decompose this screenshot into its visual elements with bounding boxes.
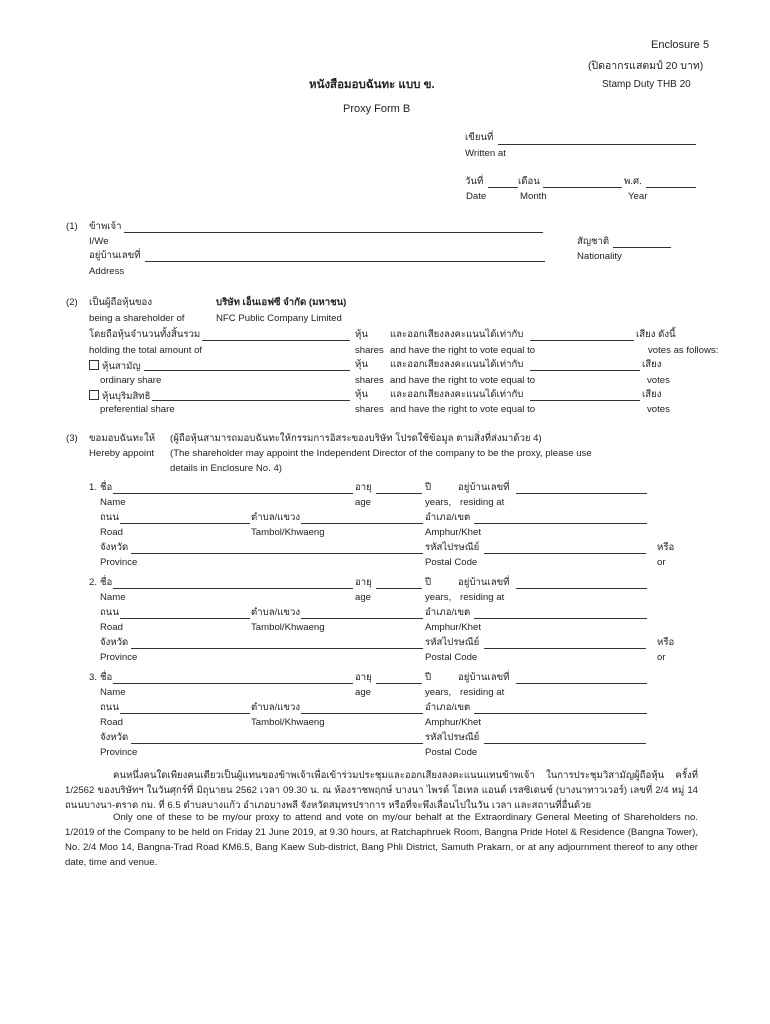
proxy-1-number: 1. bbox=[89, 482, 98, 493]
proxy-1-tambol-field[interactable] bbox=[301, 523, 423, 524]
preferential-share-label-thai: หุ้นบุริมสิทธิ bbox=[102, 391, 151, 402]
proxy-3-name-label-thai: ชื่อ bbox=[100, 672, 113, 683]
proxy-2-or-label-thai: หรือ bbox=[657, 637, 675, 648]
address-label-en: Address bbox=[89, 266, 125, 277]
total-votes-field[interactable] bbox=[530, 340, 634, 341]
vote-right-label-thai: และออกเสียงลงคะแนนได้เท่ากับ bbox=[390, 359, 524, 370]
proxy-2-province-field[interactable] bbox=[131, 648, 423, 649]
authorization-paragraph-en: Only one of these to be my/our proxy to attend and vote on my/our behalf at the Extraordinary General Meeting of Shareholders no. 1/2019 of the Company to be held on Friday 21 June 2019, at 9.30 hours, at Ratchaphruek Room, Bangna Pride Hotel & Residence (Bangna Tower), No. 2/4 Moo 14, Bangna-Trad Road KM6.5, Bang Kaew Sub-district, Bang Phli District, Samuth Prakarn, or at any adjournment thereof to any other date, time and venue. bbox=[65, 812, 698, 868]
proxy-2-or-label-en: or bbox=[657, 652, 666, 663]
shareholder-label-en: being a shareholder of bbox=[89, 313, 185, 324]
ordinary-share-label-en: ordinary share bbox=[100, 375, 162, 386]
year-label-thai: พ.ศ. bbox=[624, 176, 642, 187]
proxy-1-road-label-en: Road bbox=[100, 527, 123, 538]
appoint-note-en-line2: details in Enclosure No. 4) bbox=[170, 463, 282, 474]
proxy-1-tambol-label-thai: ตำบล/แขวง bbox=[251, 512, 301, 523]
address-label-thai: อยู่บ้านเลขที่ bbox=[89, 250, 141, 261]
company-name-thai: บริษัท เอ็นเอฟซี จำกัด (มหาชน) bbox=[216, 297, 347, 308]
proxy-2-province-label-en: Province bbox=[100, 652, 138, 663]
proxy-2-amphur-label-en: Amphur/Khet bbox=[425, 622, 481, 633]
shares-label-en: shares bbox=[355, 404, 384, 415]
form-title-en: Proxy Form B bbox=[343, 103, 411, 115]
votes-label-en: votes bbox=[647, 375, 670, 386]
written-at-label-en: Written at bbox=[465, 148, 506, 159]
year-label-en: Year bbox=[628, 191, 648, 202]
proxy-1-age-field[interactable] bbox=[376, 493, 422, 494]
appoint-label-en: Hereby appoint bbox=[89, 448, 155, 459]
proxy-1-road-label-thai: ถนน bbox=[100, 512, 119, 523]
preferential-share-option[interactable] bbox=[89, 390, 150, 402]
preferential-share-label-en: preferential share bbox=[100, 404, 175, 415]
form-title-thai: หนังสือมอบฉันทะ แบบ ข. bbox=[309, 79, 435, 91]
date-label-thai: วันที่ bbox=[465, 176, 484, 187]
appoint-label-thai: ขอมอบฉันทะให้ bbox=[89, 433, 156, 444]
address-field[interactable] bbox=[145, 261, 545, 262]
proxy-2-postal-label-thai: รหัสไปรษณีย์ bbox=[425, 637, 480, 648]
votes-as-follows-thai: เสียง ดังนี้ bbox=[636, 329, 676, 340]
proxy-1-postal-label-en: Postal Code bbox=[425, 557, 478, 568]
date-year-field[interactable] bbox=[646, 187, 696, 188]
proxy-1-age-label-en: age bbox=[355, 497, 372, 508]
proxy-2-number: 2. bbox=[89, 577, 98, 588]
proxy-3-years-label-thai: ปี bbox=[425, 672, 432, 683]
proxy-1-residence-field[interactable] bbox=[516, 493, 647, 494]
section-2-number: (2) bbox=[66, 297, 78, 308]
appoint-note-en-line1: (The shareholder may appoint the Independent Director of the company to be the proxy, please use bbox=[170, 448, 592, 459]
proxy-1-years-label-thai: ปี bbox=[425, 482, 432, 493]
enclosure-label: Enclosure 5 bbox=[651, 39, 710, 51]
month-label-thai: เดือน bbox=[518, 176, 540, 187]
ordinary-votes-field[interactable] bbox=[530, 370, 640, 371]
proxy-3-name-field[interactable] bbox=[113, 683, 353, 684]
proxy-2-name-label-thai: ชื่อ bbox=[100, 577, 113, 588]
proxy-3-age-label-en: age bbox=[355, 687, 372, 698]
proxy-2-residence-label-en: residing at bbox=[460, 592, 505, 603]
proxy-2-province-label-thai: จังหวัด bbox=[100, 637, 129, 648]
proxy-2-years-label-en: years, bbox=[425, 592, 452, 603]
proxy-1-province-label-thai: จังหวัด bbox=[100, 542, 129, 553]
written-at-label-thai: เขียนที่ bbox=[465, 132, 494, 143]
proxy-3-amphur-label-thai: อำเภอ/เขต bbox=[425, 702, 471, 713]
vote-right-label-thai: และออกเสียงลงคะแนนได้เท่ากับ bbox=[390, 329, 524, 340]
shares-label-en: shares bbox=[355, 345, 384, 356]
ordinary-share-label-thai: หุ้นสามัญ bbox=[102, 361, 141, 372]
proxy-3-road-field[interactable] bbox=[120, 713, 250, 714]
proxy-3-number: 3. bbox=[89, 672, 98, 683]
proxy-1-name-label-en: Name bbox=[100, 497, 126, 508]
proxy-3-residence-label-en: residing at bbox=[460, 687, 505, 698]
proxy-3-road-label-en: Road bbox=[100, 717, 123, 728]
appoint-note-thai: (ผู้ถือหุ้นสามารถมอบฉันทะให้กรรมการอิสระของบริษัท โปรดใช้ข้อมูล ตามสิ่งที่ส่งมาด้วย 4) bbox=[170, 433, 542, 444]
stamp-duty-en: Stamp Duty THB 20 bbox=[602, 79, 691, 90]
proxy-2-residence-label-thai: อยู่บ้านเลขที่ bbox=[458, 577, 510, 588]
iwe-label-thai: ข้าพเจ้า bbox=[89, 221, 122, 232]
proxy-2-road-label-thai: ถนน bbox=[100, 607, 119, 618]
proxy-3-tambol-field[interactable] bbox=[301, 713, 423, 714]
proxy-1-amphur-label-en: Amphur/Khet bbox=[425, 527, 481, 538]
stamp-duty-thai: (ปิดอากรแสตมป์ 20 บาท) bbox=[588, 60, 704, 72]
shares-label-thai: หุ้น bbox=[355, 329, 368, 340]
proxy-3-years-label-en: years, bbox=[425, 687, 452, 698]
proxy-1-amphur-field[interactable] bbox=[474, 523, 647, 524]
vote-right-label-en: and have the right to vote equal to bbox=[390, 404, 536, 415]
proxy-1-name-label-thai: ชื่อ bbox=[100, 482, 113, 493]
proxy-3-age-label-thai: อายุ bbox=[355, 672, 372, 683]
shares-label-en: shares bbox=[355, 375, 384, 386]
proxy-2-tambol-label-thai: ตำบล/แขวง bbox=[251, 607, 301, 618]
section-3-number: (3) bbox=[66, 433, 78, 444]
proxy-3-postal-label-en: Postal Code bbox=[425, 747, 478, 758]
proxy-2-years-label-thai: ปี bbox=[425, 577, 432, 588]
votes-label-thai: เสียง bbox=[642, 359, 662, 370]
proxy-1-tambol-label-en: Tambol/Khwaeng bbox=[251, 527, 325, 538]
proxy-1-or-label-thai: หรือ bbox=[657, 542, 675, 553]
nationality-field[interactable] bbox=[613, 247, 671, 248]
proxy-3-province-label-en: Province bbox=[100, 747, 138, 758]
proxy-1-name-field[interactable] bbox=[113, 493, 353, 494]
proxy-2-name-label-en: Name bbox=[100, 592, 126, 603]
proxy-3-amphur-field[interactable] bbox=[474, 713, 647, 714]
proxy-2-tambol-field[interactable] bbox=[301, 618, 423, 619]
proxy-3-name-label-en: Name bbox=[100, 687, 126, 698]
shares-label-thai: หุ้น bbox=[355, 389, 368, 400]
proxy-2-postal-label-en: Postal Code bbox=[425, 652, 478, 663]
ordinary-share-option[interactable] bbox=[89, 360, 141, 372]
proxy-2-road-field[interactable] bbox=[120, 618, 250, 619]
proxy-1-postal-field[interactable] bbox=[484, 553, 646, 554]
iwe-label-en: I/We bbox=[89, 236, 109, 247]
proxy-2-amphur-label-thai: อำเภอ/เขต bbox=[425, 607, 471, 618]
ordinary-shares-field[interactable] bbox=[144, 370, 350, 371]
shareholder-label-thai: เป็นผู้ถือหุ้นของ bbox=[89, 297, 153, 308]
total-shares-label-en: holding the total amount of bbox=[89, 345, 203, 356]
proxy-3-province-label-thai: จังหวัด bbox=[100, 732, 129, 743]
proxy-1-province-field[interactable] bbox=[131, 553, 423, 554]
date-day-field[interactable] bbox=[488, 187, 518, 188]
votes-label-en: votes bbox=[647, 404, 670, 415]
proxy-1-age-label-thai: อายุ bbox=[355, 482, 372, 493]
nationality-label-thai: สัญชาติ bbox=[577, 236, 610, 247]
total-shares-label-thai: โดยถือหุ้นจำนวนทั้งสิ้นรวม bbox=[89, 329, 201, 340]
authorization-paragraph-thai: คนหนึ่งคนใดเพียงคนเดียวเป็นผู้แทนของข้าพเจ้าเพื่อเข้าร่วมประชุมและออกเสียงลงคะแนนแทนข้าพเจ้า ในการประชุมวิสามัญผู้ถือหุ้น ครั้งที่ 1/2562 ของบริษัทฯ ในวันศุกร์ที่ มิถุนายน 2562 เวลา 09.30 น. ณ ห้องราชพฤกษ์ บางนา ไพรด์ โฮเทล แอนด์ เรสซิเดนซ์ (บางนาทาวเวอร์) เลขที่ 2/4 หมู่ 14 ถนนบางนา-ตราด กม. ที่ 6.5 ตำบลบางแก้ว อำเภอบางพลี จังหวัดสมุทรปราการ หรือที่จะพึงเลื่อนไปในวัน เวลา และสถานที่อื่นด้วย bbox=[65, 770, 698, 811]
proxy-1-years-label-en: years, bbox=[425, 497, 452, 508]
proxy-2-postal-field[interactable] bbox=[484, 648, 646, 649]
votes-as-follows-en: votes as follows: bbox=[648, 345, 719, 356]
proxy-3-postal-label-thai: รหัสไปรษณีย์ bbox=[425, 732, 480, 743]
proxy-1-residence-label-thai: อยู่บ้านเลขที่ bbox=[458, 482, 510, 493]
ordinary-share-checkbox[interactable] bbox=[89, 360, 99, 370]
proxy-2-tambol-label-en: Tambol/Khwaeng bbox=[251, 622, 325, 633]
company-name-en: NFC Public Company Limited bbox=[216, 313, 342, 324]
proxy-1-postal-label-thai: รหัสไปรษณีย์ bbox=[425, 542, 480, 553]
preferential-votes-field[interactable] bbox=[530, 400, 640, 401]
proxy-1-or-label-en: or bbox=[657, 557, 666, 568]
vote-right-label-en: and have the right to vote equal to bbox=[390, 375, 536, 386]
proxy-3-road-label-thai: ถนน bbox=[100, 702, 119, 713]
proxy-3-residence-field[interactable] bbox=[516, 683, 647, 684]
proxy-2-road-label-en: Road bbox=[100, 622, 123, 633]
preferential-share-checkbox[interactable] bbox=[89, 390, 99, 400]
proxy-3-tambol-label-en: Tambol/Khwaeng bbox=[251, 717, 325, 728]
nationality-label-en: Nationality bbox=[577, 251, 622, 262]
proxy-1-road-field[interactable] bbox=[120, 523, 250, 524]
proxy-2-name-field[interactable] bbox=[113, 588, 353, 589]
proxy-2-age-label-thai: อายุ bbox=[355, 577, 372, 588]
proxy-3-province-field[interactable] bbox=[131, 743, 423, 744]
proxy-2-residence-field[interactable] bbox=[516, 588, 647, 589]
written-at-field[interactable] bbox=[498, 144, 696, 145]
proxy-3-residence-label-thai: อยู่บ้านเลขที่ bbox=[458, 672, 510, 683]
section-1-number: (1) bbox=[66, 221, 78, 232]
proxy-1-province-label-en: Province bbox=[100, 557, 138, 568]
proxy-1-residence-label-en: residing at bbox=[460, 497, 505, 508]
preferential-shares-field[interactable] bbox=[152, 400, 350, 401]
month-label-en: Month bbox=[520, 191, 547, 202]
proxy-2-amphur-field[interactable] bbox=[474, 618, 647, 619]
total-shares-field[interactable] bbox=[202, 340, 350, 341]
proxy-3-tambol-label-thai: ตำบล/แขวง bbox=[251, 702, 301, 713]
vote-right-label-en: and have the right to vote equal to bbox=[390, 345, 536, 356]
vote-right-label-thai: และออกเสียงลงคะแนนได้เท่ากับ bbox=[390, 389, 524, 400]
proxy-2-age-label-en: age bbox=[355, 592, 372, 603]
date-label-en: Date bbox=[466, 191, 487, 202]
date-month-field[interactable] bbox=[543, 187, 622, 188]
shares-label-thai: หุ้น bbox=[355, 359, 368, 370]
votes-label-thai: เสียง bbox=[642, 389, 662, 400]
proxy-3-amphur-label-en: Amphur/Khet bbox=[425, 717, 481, 728]
proxy-3-age-field[interactable] bbox=[376, 683, 422, 684]
proxy-3-postal-field[interactable] bbox=[484, 743, 646, 744]
proxy-2-age-field[interactable] bbox=[376, 588, 422, 589]
proxy-1-amphur-label-thai: อำเภอ/เขต bbox=[425, 512, 471, 523]
iwe-field[interactable] bbox=[124, 232, 543, 233]
